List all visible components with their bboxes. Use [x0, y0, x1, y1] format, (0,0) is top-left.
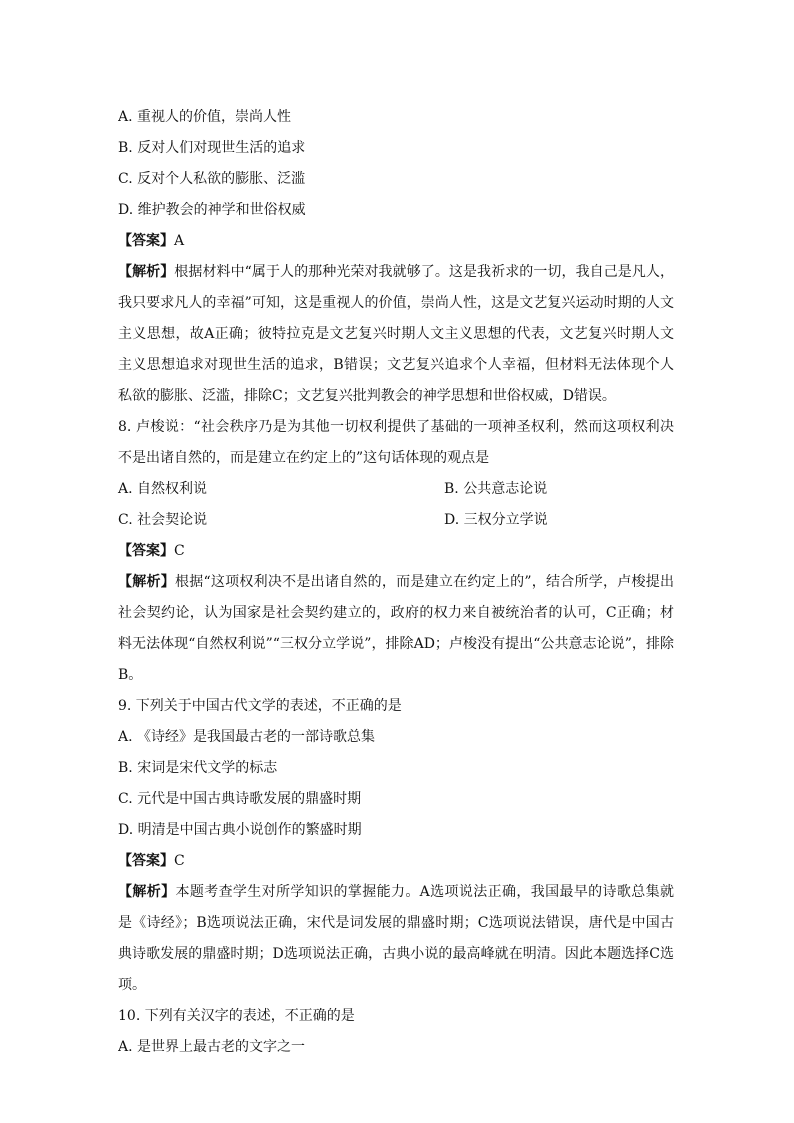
answer-value: C [174, 543, 185, 559]
analysis-tag: 【解析】 [118, 264, 175, 280]
q8-answer [118, 536, 674, 567]
answer-value: C [174, 853, 185, 869]
q7-option-c: C. 反对个人私欲的膨胀、泛滥 [118, 171, 306, 187]
analysis-text: 根据材料中“属于人的那种光荣对我就够了。这是我祈求的一切，我自己是凡人，我只要求凡人的幸福”可知，这是重视人的价值，崇尚人性，这是文艺复兴运动时期的人文主义思想，故A正确；彼特拉克是文艺复兴时期人文主义思想的代表，文艺复兴时期人文主义思想追求对现世生活的追求，B错误；文艺复兴追求个人幸福，但材料无法体现个人私欲的膨胀、泛滥，排除C；文艺复兴批判教会的神学思想和世俗权威，D错误。 [118, 264, 675, 404]
q8-options-row-2 [118, 505, 674, 536]
answer-value: A [174, 233, 185, 249]
q9-answer [118, 846, 674, 877]
analysis-tag: 【解析】 [118, 884, 176, 900]
q9-option-c: C. 元代是中国古典诗歌发展的鼎盛时期 [118, 791, 362, 807]
analysis-tag: 【解析】 [118, 574, 175, 590]
q9-option-b: B. 宋词是宋代文学的标志 [118, 760, 278, 776]
q7-answer [118, 226, 674, 257]
analysis-text: 根据“这项权利决不是出诸自然的，而是建立在约定上的”，结合所学，卢梭提出社会契约论，认为国家是社会契约建立的，政府的权力来自被统治者的认可，C正确；材料无法体现“自然权利说”“三权分立学说”，排除AD；卢梭没有提出“公共意志论说”，排除B。 [118, 574, 675, 683]
q7-option-d: D. 维护教会的神学和世俗权威 [118, 202, 306, 218]
q9-analysis [118, 877, 674, 1001]
q9-stem: 9. 下列关于中国古代文学的表述，不正确的是 [118, 698, 402, 714]
q8-option-b: B. 公共意志论说 [444, 481, 548, 497]
q8-analysis [118, 567, 674, 691]
analysis-text: 本题考查学生对所学知识的掌握能力。A选项说法正确，我国最早的诗歌总集就是《诗经》；B选项说法正确，宋代是词发展的鼎盛时期；C选项说法错误，唐代是中国古典诗歌发展的鼎盛时期；D选项说法正确，古典小说的最高峰就在明清。因此本题选择C选项。 [118, 884, 675, 993]
q7-analysis [118, 257, 674, 412]
q10-option-a: A. 是世界上最古老的文字之一 [118, 1039, 306, 1055]
q7-option-b: B. 反对人们对现世生活的追求 [118, 140, 306, 156]
q8-option-a: A. 自然权利说 [118, 481, 208, 497]
q8-option-c: C. 社会契论说 [118, 512, 208, 528]
q9-option-d: D. 明清是中国古典小说创作的繁盛时期 [118, 822, 362, 838]
answer-tag: 【答案】 [118, 233, 174, 249]
document-page [118, 102, 674, 1063]
q7-option-a: A. 重视人的价值，崇尚人性 [118, 109, 292, 125]
q8-stem: 8. 卢梭说：“社会秩序乃是为其他一切权利提供了基础的一项神圣权利，然而这项权利决不是出诸自然的，而是建立在约定上的”这句话体现的观点是 [118, 419, 674, 466]
answer-tag: 【答案】 [118, 543, 174, 559]
q8-option-d: D. 三权分立学说 [444, 512, 548, 528]
q9-option-a: A. 《诗经》是我国最古老的一部诗歌总集 [118, 729, 376, 745]
answer-tag: 【答案】 [118, 853, 174, 869]
q10-stem: 10. 下列有关汉字的表述，不正确的是 [118, 1008, 355, 1024]
q8-options-row-1 [118, 474, 674, 505]
